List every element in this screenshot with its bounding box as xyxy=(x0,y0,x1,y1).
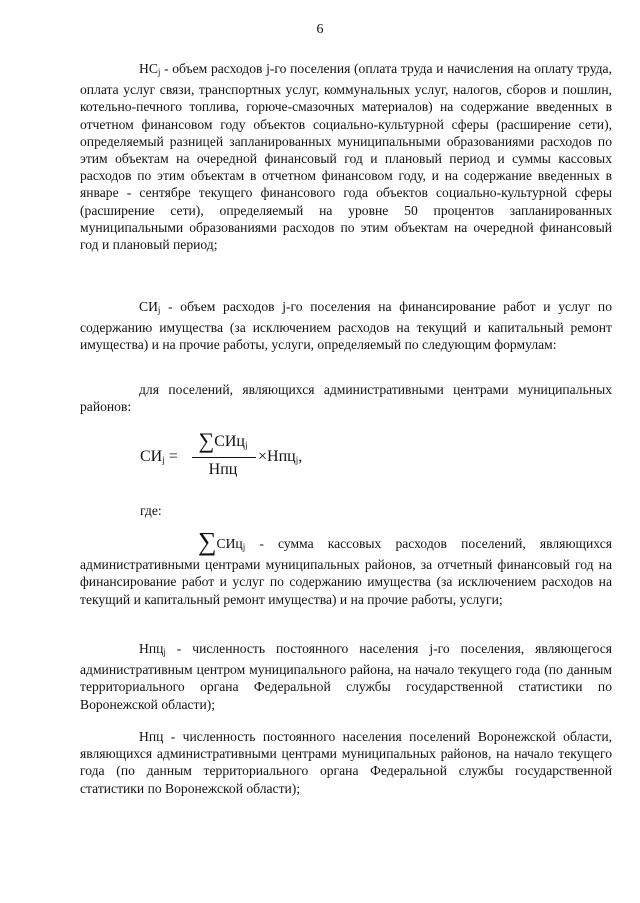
paragraph-npc-j-definition xyxy=(80,640,612,713)
paragraph-admin-centers: для поселений, являющихся административными центрами муниципальных районов: xyxy=(80,382,612,415)
formula-rhs: ×Нпц$_j$, xyxy=(258,448,303,465)
formula-numerator: ∑СИц$_j$ xyxy=(198,428,248,453)
where-label: где: xyxy=(140,503,162,518)
paragraph-si-text: - объем расходов j-го поселения на финансирование работ и услуг по содержанию имущества (за исключением расходов на текущий и капитальный ремонт имущества) и на прочие работы, услуги, определяемый по следующим формулам: xyxy=(80,299,612,353)
paragraph-sum-si-definition xyxy=(80,527,612,608)
symbol-hc: НС xyxy=(139,61,158,76)
symbol-npc-j-subscript: j xyxy=(163,647,166,657)
fraction-bar xyxy=(192,457,256,458)
symbol-hc-subscript: j xyxy=(157,67,161,77)
symbol-si: СИ xyxy=(139,299,158,314)
paragraph-hc-definition xyxy=(80,60,612,253)
formula-si xyxy=(140,426,390,490)
paragraph-hc-text: - объем расходов j-го поселения (оплата труда и начисления на оплату труда, оплата услуг связи, транспортных услуг, коммунальных услуг, налогов, сборов и пошлин, котельно-печного топлива, горюче-смазочных материалов) на содержание введенных в отчетном финансовом году объектов социально-культурной сферы (расширение сети), определяемый разницей запланированных муниципальными образованиями расходов по этим объектам на очередной финансовый год и плановый период и суммы кассовых расходов по этим объектам в отчетном финансовом году, и на содержание введенных в январе - сентябре текущего финансового года объектов социально-культурной сферы (расширение сети), определяемый на уровне 50 процентов запланированных муниципальными образованиями расходов по этим объектам на очередной финансовый год и плановый период; xyxy=(80,61,612,253)
symbol-npc-j: Нпц xyxy=(139,641,164,656)
formula-lhs: $СИ_j$ = xyxy=(140,448,178,465)
symbol-npc: Нпц xyxy=(139,729,164,744)
paragraph-npc-j-text: - численность постоянного населения j-го поселения, являющегося административным центром муниципального района, на начало текущего года (по данным территориального органа Федеральной службы государственной статистики по Воронежской области); xyxy=(80,641,612,712)
page-number: 6 xyxy=(316,22,324,37)
sigma-symbol: ∑ xyxy=(198,428,215,453)
paragraph-npc-definition xyxy=(80,728,612,797)
formula-denominator: Нпц xyxy=(208,461,238,478)
paragraph-si-definition xyxy=(80,298,612,354)
symbol-si-subscript: j xyxy=(157,305,161,315)
paragraph-sum-si-text: - сумма кассовых расходов поселений, являющихся административными центрами муниципальных районов, за отчетный финансовый год на финансирование работ и услуг по содержанию имущества (за исключением расходов на текущий и капитальный ремонт имущества) и на прочие работы, услуги; xyxy=(80,536,612,607)
sigma-symbol: ∑ xyxy=(198,527,217,556)
sum-term: ∑СИц$_j$ xyxy=(198,527,246,556)
paragraph-npc-text: - численность постоянного населения поселений Воронежской области, являющихся административными центрами муниципальных районов, на начало текущего года (по данным территориального органа Федеральной службы государственной статистики по Воронежской области); xyxy=(80,729,612,796)
